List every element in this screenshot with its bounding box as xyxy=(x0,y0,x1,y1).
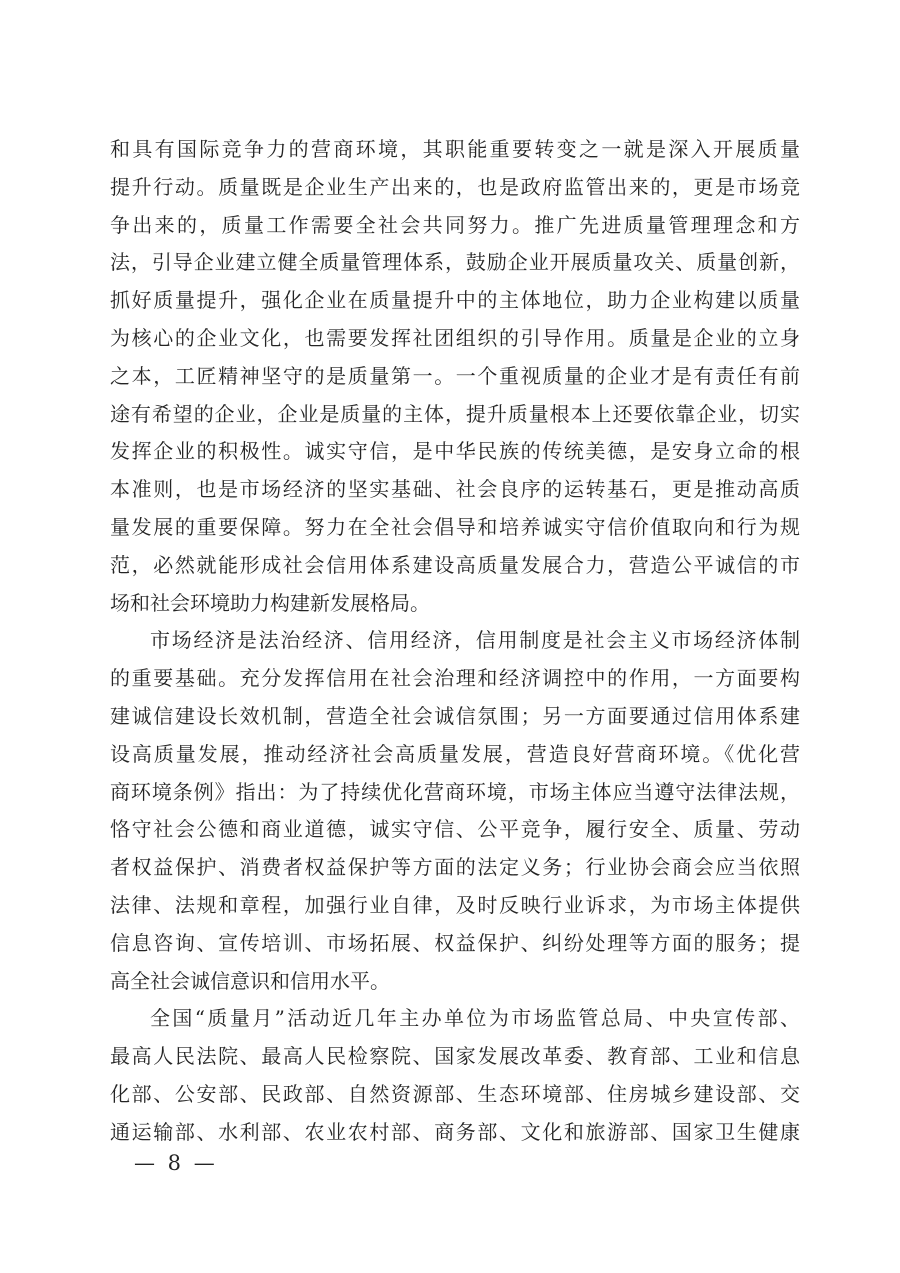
text-line: 场和社会环境助力构建新发展格局。 xyxy=(110,590,430,615)
text-line: 的重要基础。充分发挥信用在社会治理和经济调控中的作用，一方面要构 xyxy=(110,666,800,691)
text-line: 最高人民法院、最高人民检察院、国家发展改革委、教育部、工业和信息 xyxy=(110,1044,800,1069)
text-line: 建诚信建设长效机制，营造全社会诚信氛围；另一方面要通过信用体系建 xyxy=(110,703,800,728)
page-number: — 8 — xyxy=(134,1151,218,1175)
text-line: 通运输部、水利部、农业农村部、商务部、文化和旅游部、国家卫生健康 xyxy=(110,1119,800,1144)
text-line: 市场经济是法治经济、信用经济，信用制度是社会主义市场经济体制 xyxy=(150,628,800,653)
text-line: 者权益保护、消费者权益保护等方面的法定义务；行业协会商会应当依照 xyxy=(110,855,800,880)
text-line: 提升行动。质量既是企业生产出来的，也是政府监管出来的，更是市场竞 xyxy=(110,174,800,199)
text-line: 本准则，也是市场经济的坚实基础、社会良序的运转基石，更是推动高质 xyxy=(110,477,800,502)
text-line: 法，引导企业建立健全质量管理体系，鼓励企业开展质量攻关、质量创新， xyxy=(110,250,800,275)
text-line: 和具有国际竞争力的营商环境，其职能重要转变之一就是深入开展质量 xyxy=(110,137,800,161)
text-line: 化部、公安部、民政部、自然资源部、生态环境部、住房城乡建设部、交 xyxy=(110,1081,800,1106)
text-line: 争出来的，质量工作需要全社会共同努力。推广先进质量管理理念和方 xyxy=(110,212,800,237)
text-line: 为核心的企业文化，也需要发挥社团组织的引导作用。质量是企业的立身 xyxy=(110,325,800,350)
text-line: 范，必然就能形成社会信用体系建设高质量发展合力，营造公平诚信的市 xyxy=(110,552,800,577)
text-line: 途有希望的企业，企业是质量的主体，提升质量根本上还要依靠企业，切实 xyxy=(110,401,800,426)
text-line: 商环境条例》指出：为了持续优化营商环境，市场主体应当遵守法律法规， xyxy=(110,779,800,804)
text-line: 设高质量发展，推动经济社会高质量发展，营造良好营商环境。《优化营 xyxy=(110,741,800,766)
text-line: 全国“质量月”活动近几年主办单位为市场监管总局、中央宣传部、 xyxy=(150,1006,800,1031)
text-line: 量发展的重要保障。努力在全社会倡导和培养诚实守信价值取向和行为规 xyxy=(110,514,800,539)
text-line: 恪守社会公德和商业道德，诚实守信、公平竞争，履行安全、质量、劳动 xyxy=(110,817,800,842)
text-line: 信息咨询、宣传培训、市场拓展、权益保护、纠纷处理等方面的服务；提 xyxy=(110,930,800,955)
page-text xyxy=(110,131,800,1152)
text-line: 发挥企业的积极性。诚实守信，是中华民族的传统美德，是安身立命的根 xyxy=(110,439,800,464)
text-line: 高全社会诚信意识和信用水平。 xyxy=(110,968,390,993)
text-line: 之本，工匠精神坚守的是质量第一。一个重视质量的企业才是有责任有前 xyxy=(110,363,800,388)
text-line: 法律、法规和章程，加强行业自律，及时反映行业诉求，为市场主体提供 xyxy=(110,892,800,917)
text-line: 抓好质量提升，强化企业在质量提升中的主体地位，助力企业构建以质量 xyxy=(110,288,800,313)
